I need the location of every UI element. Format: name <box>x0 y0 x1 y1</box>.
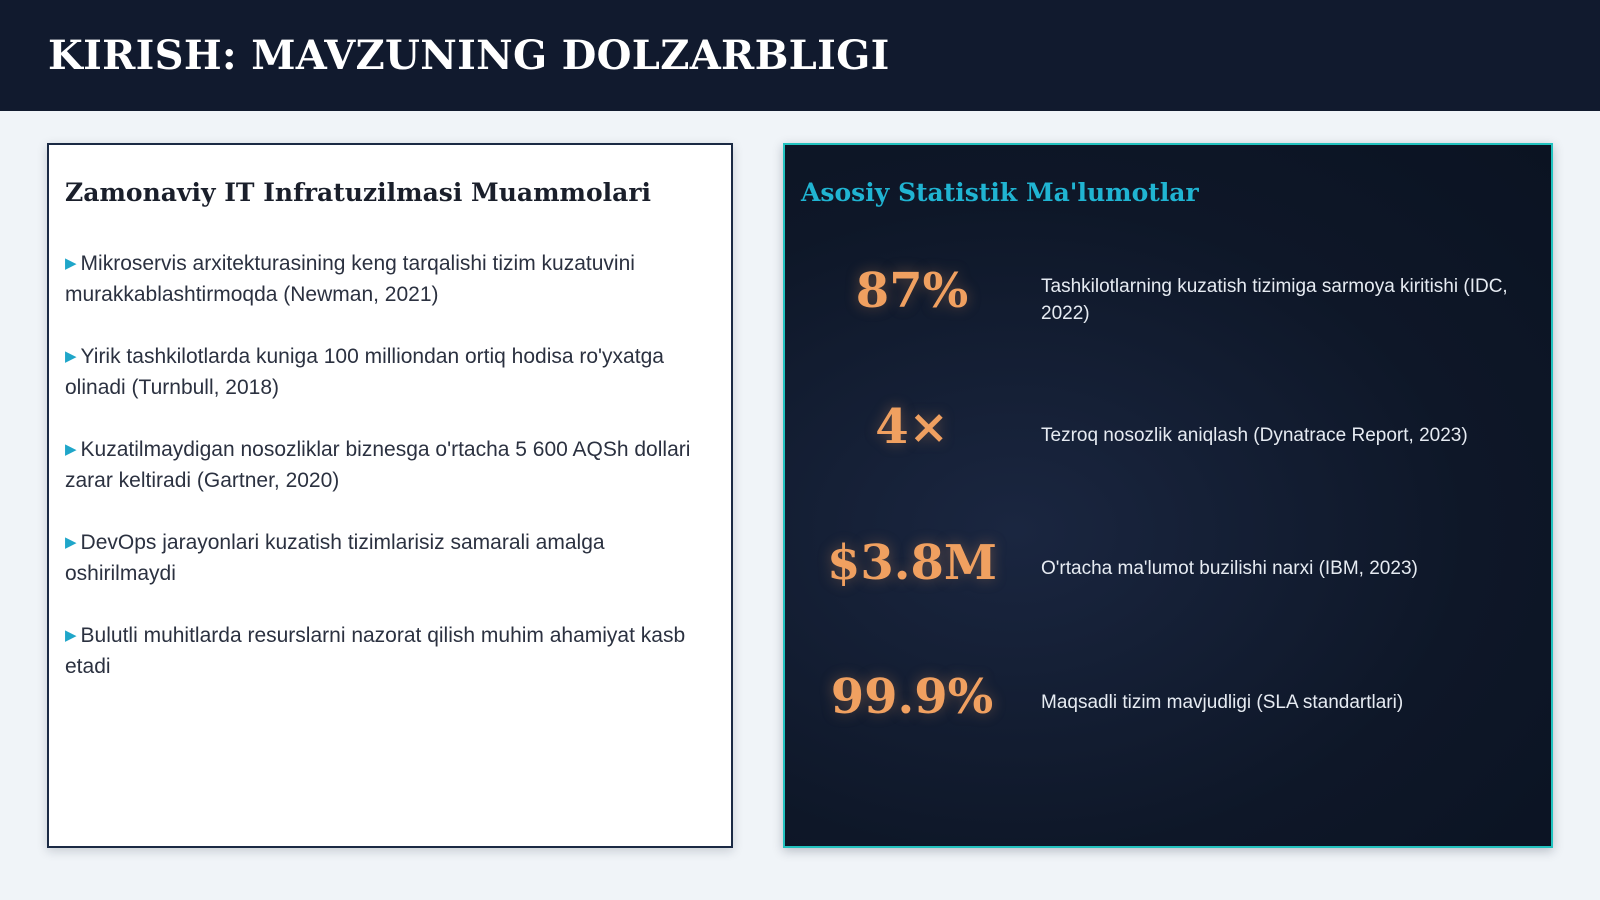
triangle-bullet-icon: ▶ <box>65 534 77 551</box>
statistics-panel <box>783 143 1553 848</box>
list-item <box>65 249 715 342</box>
list-item-text: Mikroservis arxitekturasining keng tarqalishi tizim kuzatuvini murakkablashtirmoqda (Newman, 2021) <box>65 252 635 306</box>
list-item <box>65 342 715 435</box>
stat-description: O'rtacha ma'lumot buzilishi narxi (IBM, 2023) <box>1041 558 1418 579</box>
challenges-panel <box>47 143 733 848</box>
list-item-text: Yirik tashkilotlarda kuniga 100 milliondan ortiq hodisa ro'yxatga olinadi (Turnbull, 2018) <box>65 345 664 399</box>
statistics-title: Asosiy Statistik Ma'lumotlar <box>801 178 1199 207</box>
stat-value: 87% <box>855 263 969 319</box>
triangle-bullet-icon: ▶ <box>65 348 77 365</box>
challenges-title: Zamonaviy IT Infratuzilmasi Muammolari <box>65 178 652 207</box>
challenges-list <box>65 249 715 714</box>
list-item-text: DevOps jarayonlari kuzatish tizimlarisiz samarali amalga oshirilmaydi <box>65 531 605 585</box>
triangle-bullet-icon: ▶ <box>65 441 77 458</box>
stat-value: $3.8M <box>826 535 998 591</box>
triangle-bullet-icon: ▶ <box>65 255 77 272</box>
stat-description: Tashkilotlarning kuzatish tizimiga sarmoya kiritishi (IDC, 2022) <box>1041 276 1508 324</box>
list-item <box>65 435 715 528</box>
stat-value: 99.9% <box>830 669 994 725</box>
stat-value: 4× <box>875 399 949 455</box>
stat-description: Tezroq nosozlik aniqlash (Dynatrace Report, 2023) <box>1041 425 1468 446</box>
list-item <box>65 528 715 621</box>
triangle-bullet-icon: ▶ <box>65 627 77 644</box>
page-title: KIRISH: MAVZUNING DOLZARBLIGI <box>48 32 890 79</box>
stat-description: Maqsadli tizim mavjudligi (SLA standartlari) <box>1041 692 1404 713</box>
header-bar <box>0 0 1600 111</box>
list-item <box>65 621 715 714</box>
list-item-text: Kuzatilmaydigan nosozliklar biznesga o'rtacha 5 600 AQSh dollari zarar keltiradi (Gartner, 2020) <box>65 438 691 492</box>
list-item-text: Bulutli muhitlarda resurslarni nazorat qilish muhim ahamiyat kasb etadi <box>65 624 686 678</box>
